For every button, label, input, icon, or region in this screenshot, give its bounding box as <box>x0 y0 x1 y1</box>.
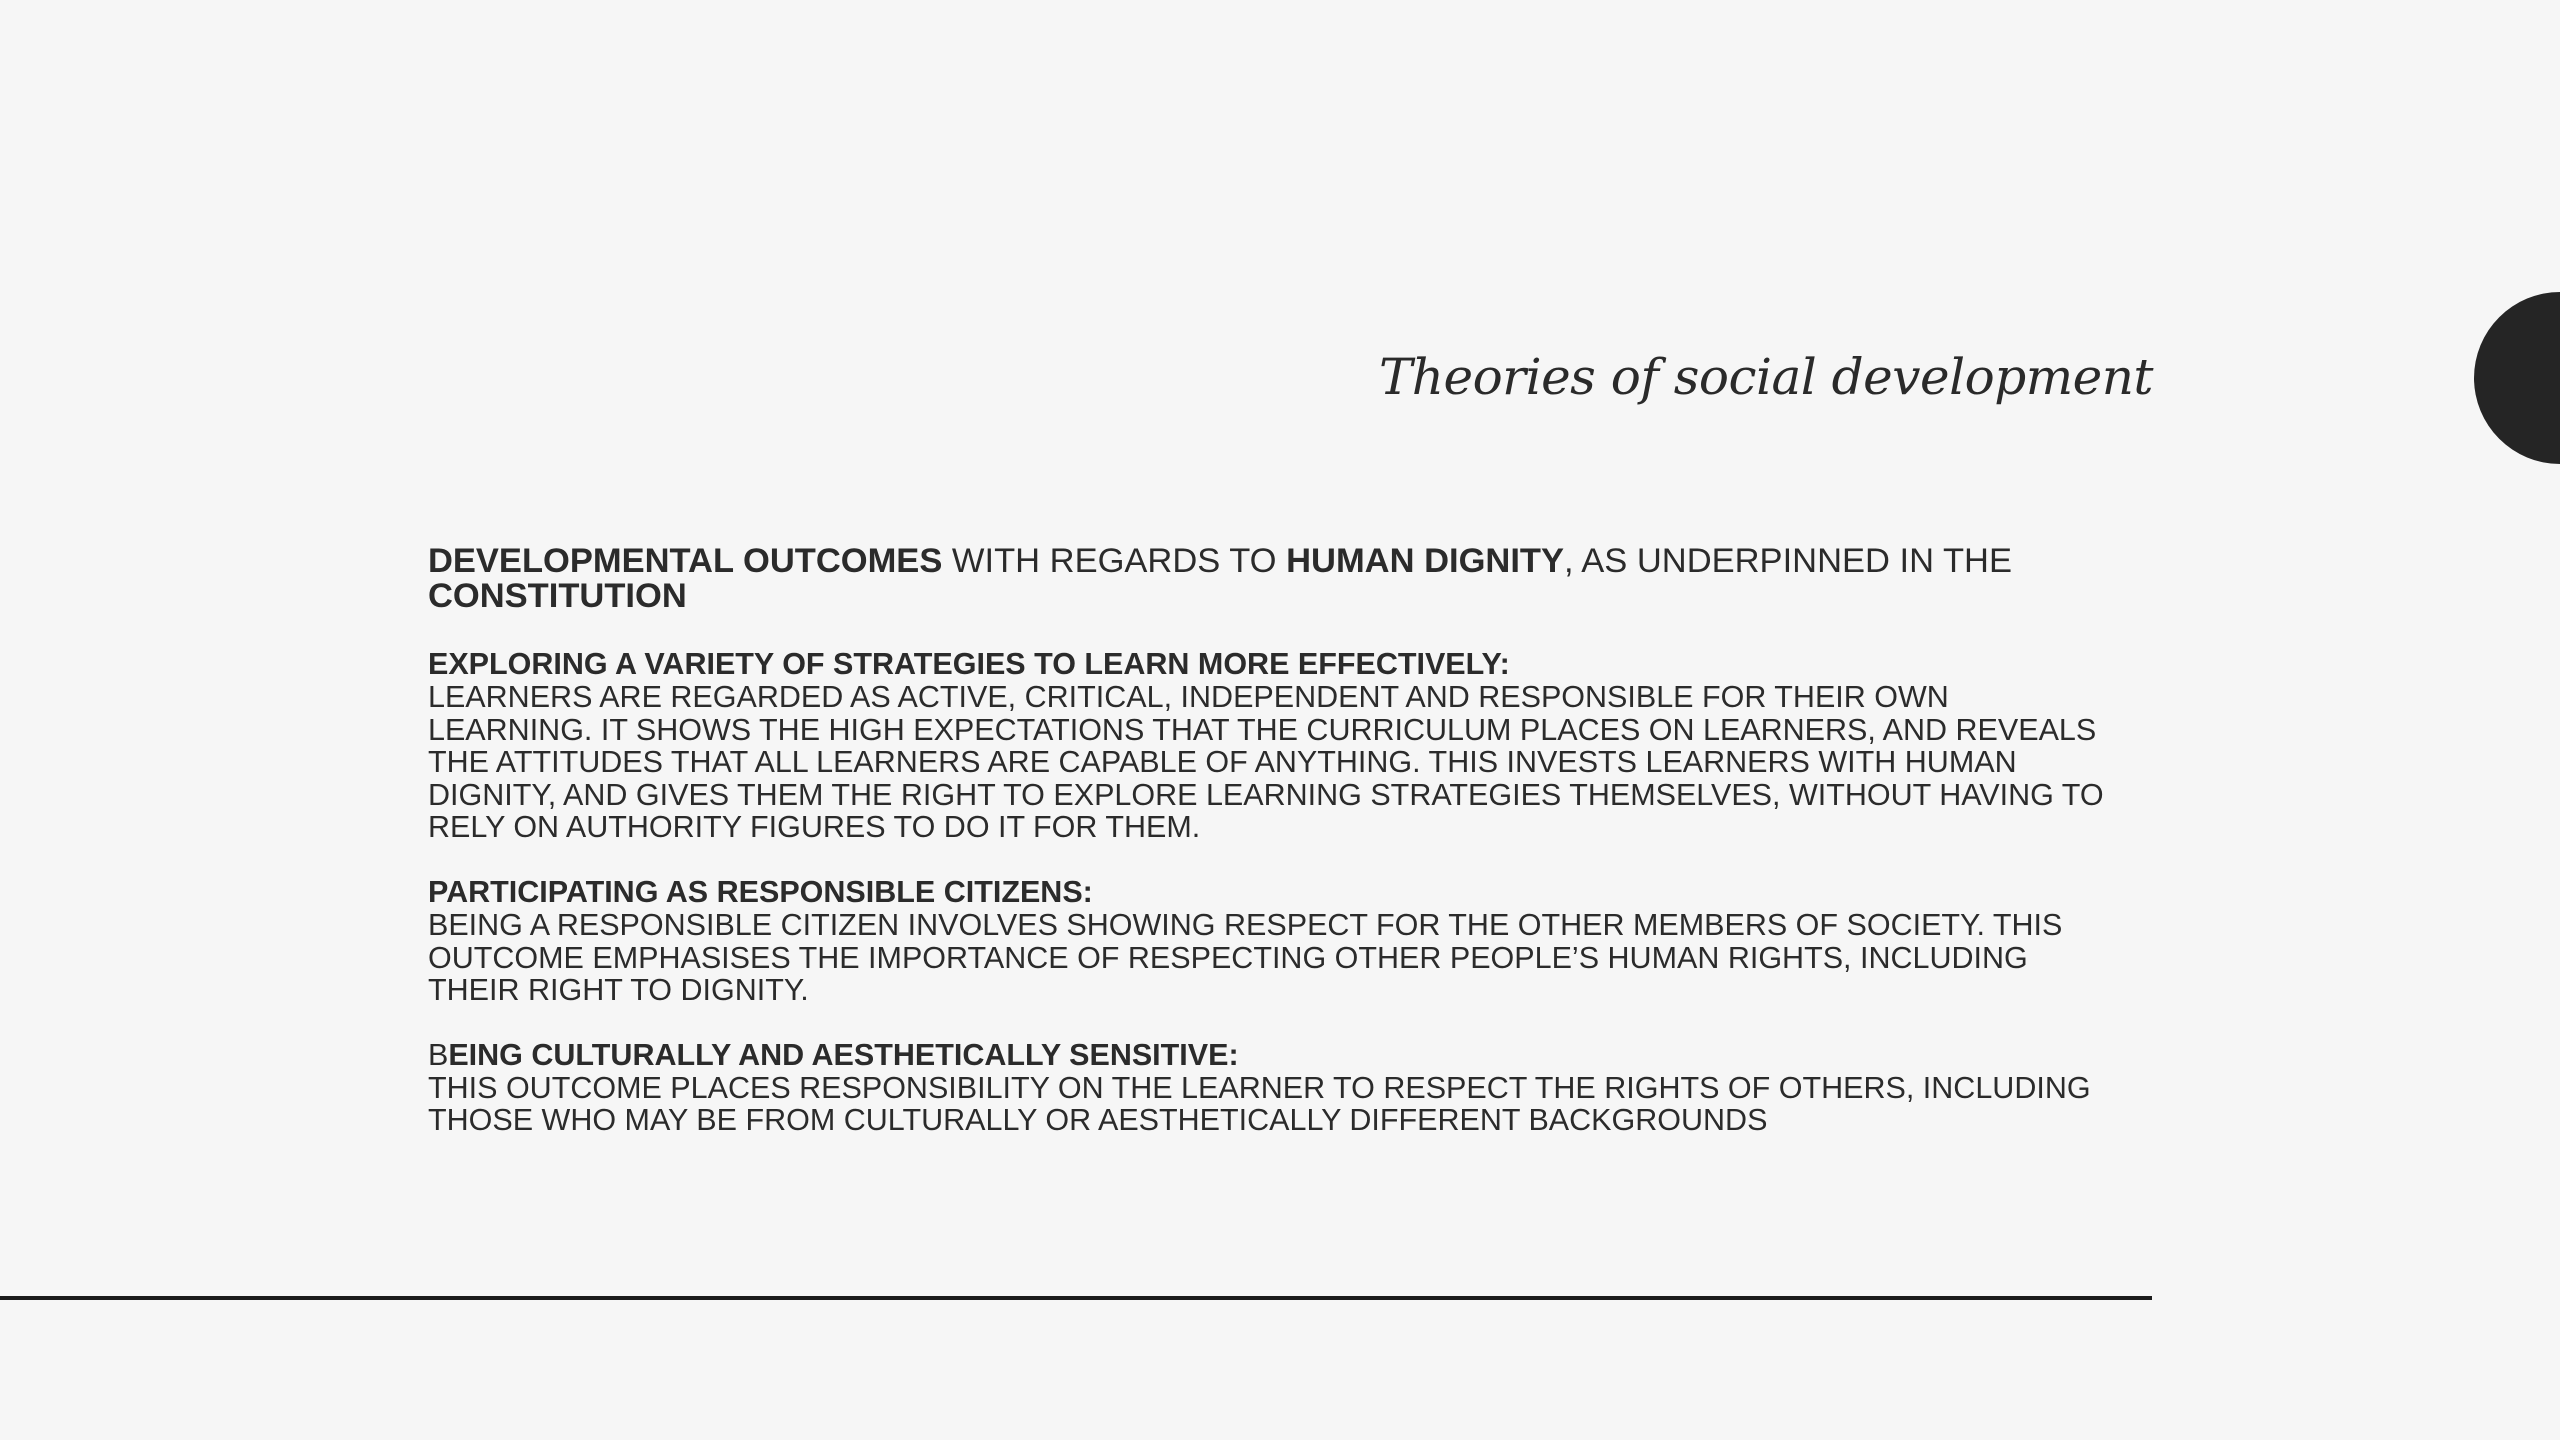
section-title <box>428 1039 2108 1072</box>
bottom-rule <box>0 1296 2152 1300</box>
section-title: PARTICIPATING AS RESPONSIBLE CITIZENS: <box>428 874 1093 909</box>
section-strategies <box>428 648 2108 844</box>
heading-strong-1: DEVELOPMENTAL OUTCOMES <box>428 542 943 580</box>
section-title-initial: B <box>428 1037 449 1072</box>
section-body: LEARNERS ARE REGARDED AS ACTIVE, CRITICAL, INDEPENDENT AND RESPONSIBLE FOR THEIR OWN LEARNING. IT SHOWS THE HIGH EXPECTATIONS THAT THE CURRICULUM PLACES ON LEARNERS, AND REVEALS THE ATTITUDES THAT ALL LEARNERS ARE CAPABLE OF ANYTHING. THIS INVESTS LEARNERS WITH HUMAN DIGNITY, AND GIVES THEM THE RIGHT TO EXPLORE LEARNING STRATEGIES THEMSELVES, WITHOUT HAVING TO RELY ON AUTHORITY FIGURES TO DO IT FOR THEM. <box>428 680 2104 845</box>
slide-title: Theories of social development <box>1378 348 2153 406</box>
section-citizens <box>428 876 2108 1007</box>
heading-strong-3: CONSTITUTION <box>428 577 687 615</box>
section-body: BEING A RESPONSIBLE CITIZEN INVOLVES SHOWING RESPECT FOR THE OTHER MEMBERS OF SOCIETY. THIS OUTCOME EMPHASISES THE IMPORTANCE OF RESPECTING OTHER PEOPLE’S HUMAN RIGHTS, INCLUDING THEIR RIGHT TO DIGNITY. <box>428 907 2063 1008</box>
heading-text-2: , AS UNDERPINNED IN THE <box>1564 542 2012 580</box>
slide-content <box>428 544 2108 1169</box>
section-title-rest: EING CULTURALLY AND AESTHETICALLY SENSITIVE: <box>448 1037 1239 1072</box>
decorative-circle <box>2474 292 2560 464</box>
section-cultural <box>428 1039 2108 1137</box>
content-heading <box>428 544 2108 614</box>
heading-text-1: WITH REGARDS TO <box>942 542 1287 580</box>
heading-strong-2: HUMAN DIGNITY <box>1286 542 1565 580</box>
section-title: EXPLORING A VARIETY OF STRATEGIES TO LEARN MORE EFFECTIVELY: <box>428 647 1510 681</box>
section-body: THIS OUTCOME PLACES RESPONSIBILITY ON THE LEARNER TO RESPECT THE RIGHTS OF OTHERS, INCLUDING THOSE WHO MAY BE FROM CULTURALLY OR AESTHETICALLY DIFFERENT BACKGROUNDS <box>428 1070 2091 1138</box>
